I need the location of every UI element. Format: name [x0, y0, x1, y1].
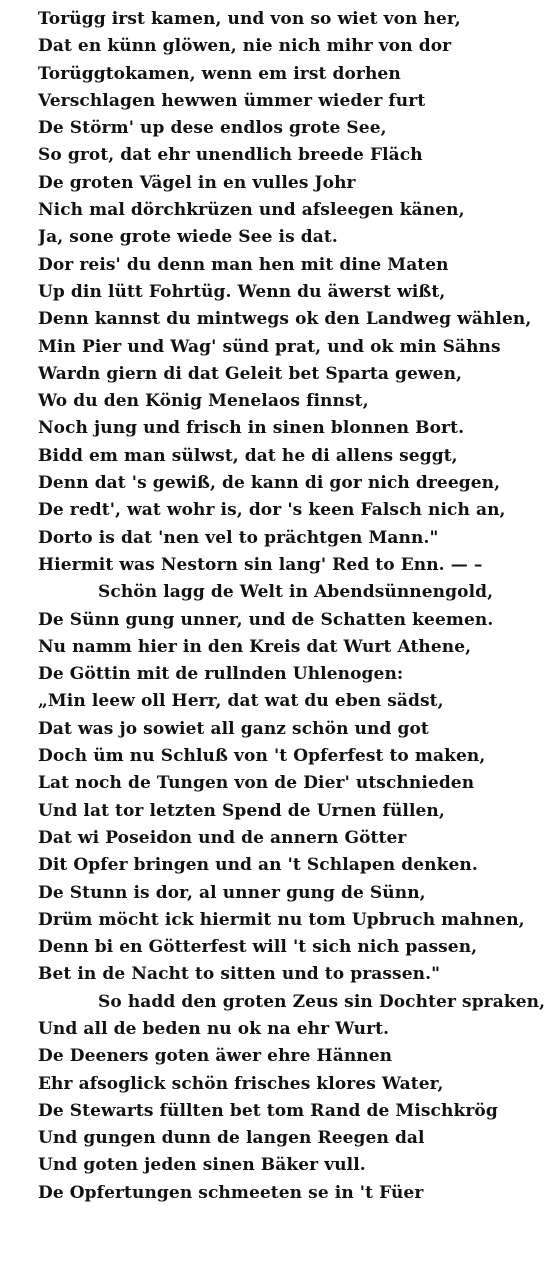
poem-line: De Stewarts füllten bet tom Rand de Mischkrög	[38, 1100, 498, 1121]
poem-line: Nich mal dörchkrüzen und afsleegen känen,	[38, 200, 465, 221]
poem-line: De Deeners goten äwer ehre Hännen	[38, 1046, 393, 1067]
poem-line: Dat en künn glöwen, nie nich mihr von dor	[38, 36, 452, 57]
poem-line: Denn dat 's gewiß, de kann di gor nich dreegen,	[38, 473, 501, 494]
poem-line: Bidd em man sülwst, dat he di allens seggt,	[38, 445, 458, 466]
poem-line: De groten Vägel in en vulles Johr	[38, 172, 356, 193]
poem-line: Lat noch de Tungen von de Dier' utschnieden	[38, 773, 475, 794]
poem-line: Verschlagen hewwen ümmer wieder furt	[38, 90, 426, 111]
poem-line: Ja, sone grote wiede See is dat.	[38, 227, 338, 248]
poem-line: Ehr afsoglick schön frisches klores Water,	[38, 1073, 444, 1094]
poem-line: De Stunn is dor, al unner gung de Sünn,	[38, 882, 426, 903]
poem-line: Und gungen dunn de langen Reegen dal	[38, 1128, 425, 1149]
poem-line: De Göttin mit de rullnden Uhlenogen:	[38, 664, 404, 685]
poem-line: Torüggtokamen, wenn em irst dorhen	[38, 63, 401, 84]
poem-line: Drüm möcht ick hiermit nu tom Upbruch mahnen,	[38, 909, 525, 930]
poem-line: „Min leew oll Herr, dat wat du eben sädst,	[38, 691, 444, 712]
poem-line: Nu namm hier in den Kreis dat Wurt Athene,	[38, 636, 472, 657]
poem-line: So grot, dat ehr unendlich breede Fläch	[38, 145, 423, 166]
poem-line: Noch jung und frisch in sinen blonnen Bort.	[38, 418, 465, 439]
poem-line: Dit Opfer bringen und an 't Schlapen denken.	[38, 855, 478, 876]
poem-line: Dat was jo sowiet all ganz schön und got	[38, 718, 429, 739]
poem-line: So hadd den groten Zeus sin Dochter spraken,	[98, 991, 546, 1012]
poem-line: Und goten jeden sinen Bäker vull.	[38, 1155, 366, 1176]
poem-line: Und all de beden nu ok na ehr Wurt.	[38, 1018, 390, 1039]
poem-line: Torügg irst kamen, und von so wiet von her,	[38, 9, 461, 29]
poem-line: De Störm' up dese endlos grote See,	[38, 118, 387, 139]
poem-line: Denn bi en Götterfest will 't sich nich passen,	[38, 937, 478, 958]
poem-line: Up din lütt Fohrtüg. Wenn du äwerst wißt,	[38, 281, 446, 302]
poem-line: Min Pier und Wag' sünd prat, und ok min Sähns	[38, 336, 501, 357]
poem-line: Denn kannst du mintwegs ok den Landweg wählen,	[38, 309, 532, 330]
poem-line: Dor reis' du denn man hen mit dine Maten	[38, 254, 449, 275]
poem-line: Hiermit was Nestorn sin lang' Red to Enn. — –	[38, 554, 483, 575]
poem-page	[0, 6, 556, 1262]
poem-line: Bet in de Nacht to sitten und to prassen."	[38, 964, 441, 985]
poem-line: Wo du den König Menelaos finnst,	[38, 391, 369, 412]
poem-line: De redt', wat wohr is, dor 's keen Falsch nich an,	[38, 500, 506, 521]
poem-line: Dat wi Poseidon und de annern Götter	[38, 827, 407, 848]
poem-line: Schön lagg de Welt in Abendsünnengold,	[98, 582, 494, 603]
poem-line: De Sünn gung unner, und de Schatten keemen.	[38, 609, 494, 630]
poem-line: Und lat tor letzten Spend de Urnen füllen,	[38, 800, 445, 821]
poem-line: Wardn giern di dat Geleit bet Sparta gewen,	[38, 363, 463, 384]
poem-line: De Opfertungen schmeeten se in 't Füer	[38, 1182, 424, 1203]
poem-line: Dorto is dat 'nen vel to prächtgen Mann."	[38, 527, 439, 548]
poem-line: Doch üm nu Schluß von 't Opferfest to maken,	[38, 746, 486, 767]
